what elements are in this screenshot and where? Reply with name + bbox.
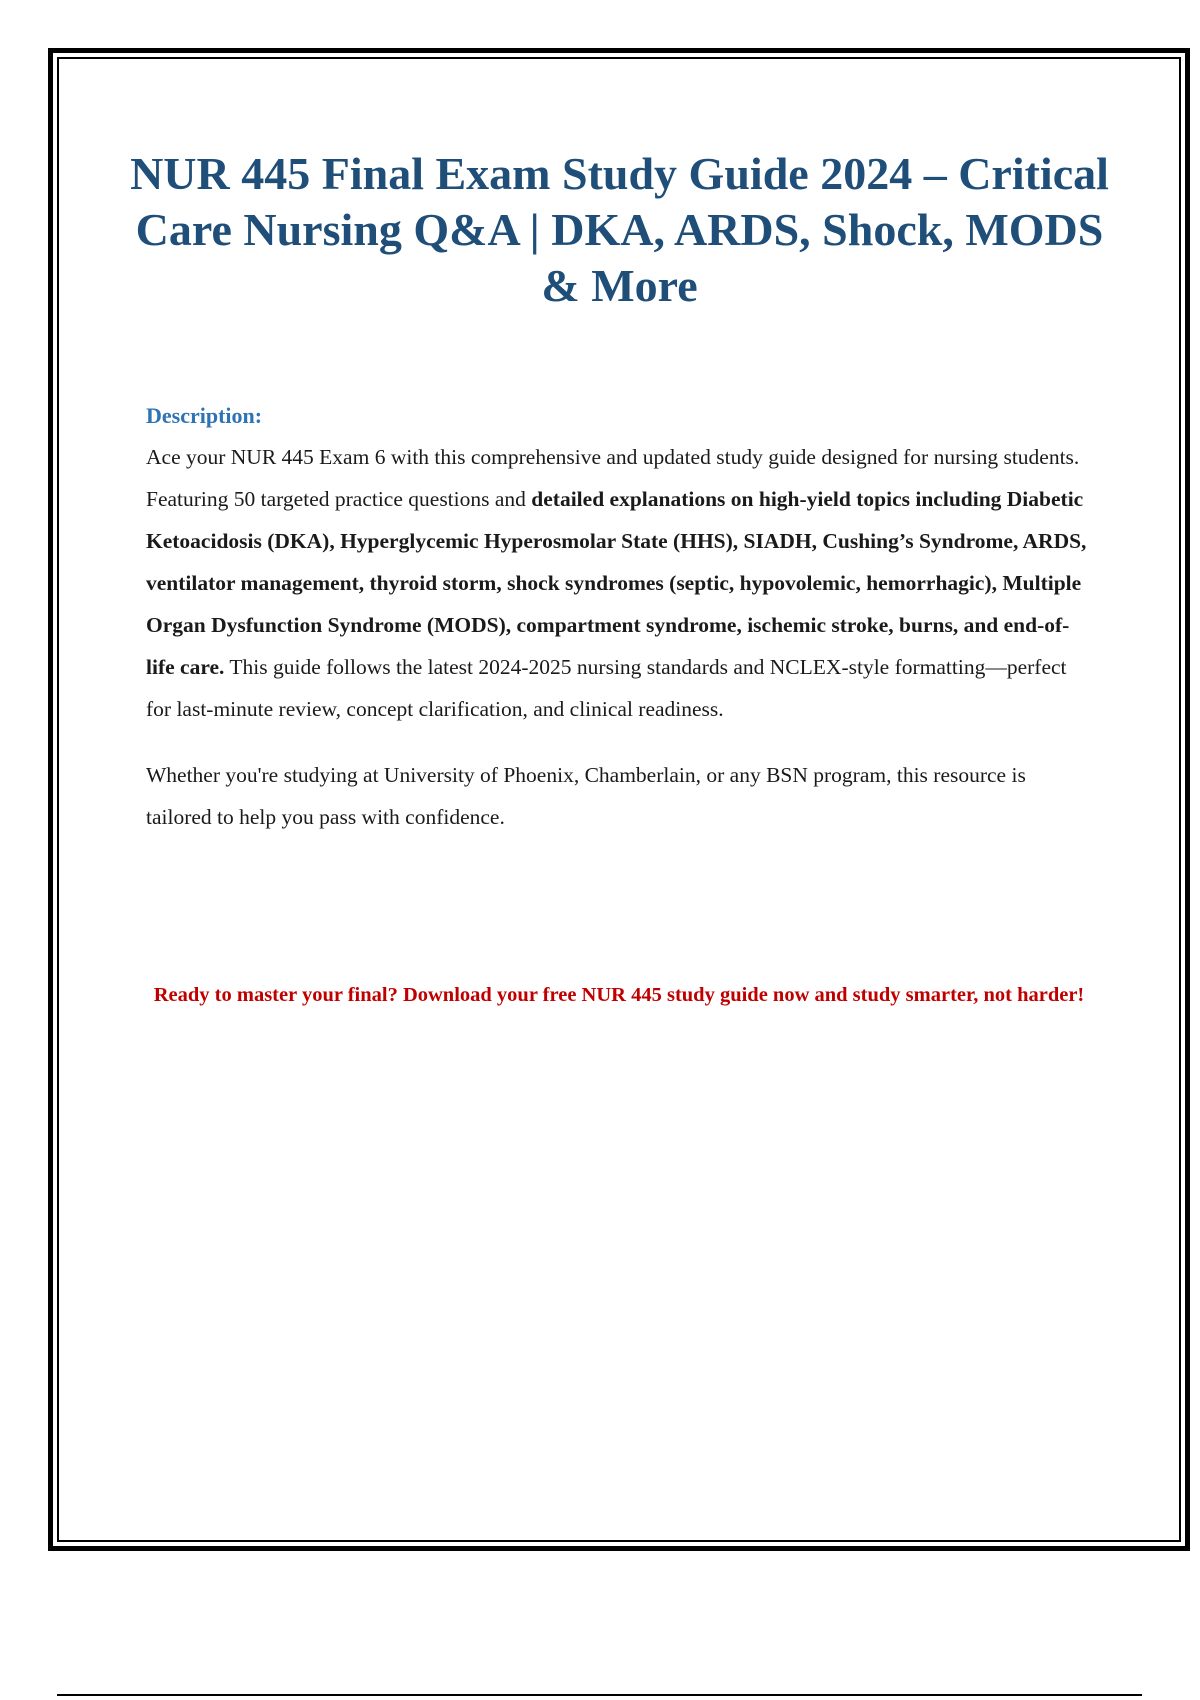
call-to-action: Ready to master your final? Download your free NUR 445 study guide now and study smarter, not harder! <box>153 984 1085 1006</box>
description-topics: detailed explanations on high-yield topics including Diabetic Ketoacidosis (DKA), Hyperglycemic Hyperosmolar State (HHS), SIADH, Cushing’s Syndrome, ARDS, ventilator management, thyroid storm, shock syndromes (septic, hypovolemic, hemorrhagic), Multiple Organ Dysfunction Syndrome (MODS), compartment syndrome, ischemic stroke, burns, and end-of-life care. <box>146 487 1087 679</box>
program-paragraph: Whether you're studying at University of Phoenix, Chamberlain, or any BSN program, this resource is tailored to help you pass with confidence. <box>146 763 1026 829</box>
description-section <box>146 400 1092 838</box>
description-paragraph <box>146 436 1092 730</box>
document-title: NUR 445 Final Exam Study Guide 2024 – Critical Care Nursing Q&A | DKA, ARDS, Shock, MODS & More <box>130 148 1109 311</box>
description-intro: Ace your NUR 445 Exam 6 with this comprehensive and updated study guide designed for nursing students. Featuring 50 targeted practice questions and <box>146 445 1080 511</box>
description-outro: This guide follows the latest 2024-2025 nursing standards and NCLEX-style formatting—perfect for last-minute review, concept clarification, and clinical readiness. <box>146 655 1067 721</box>
footer-rule <box>57 1694 1142 1696</box>
description-label: Description: <box>146 403 263 428</box>
